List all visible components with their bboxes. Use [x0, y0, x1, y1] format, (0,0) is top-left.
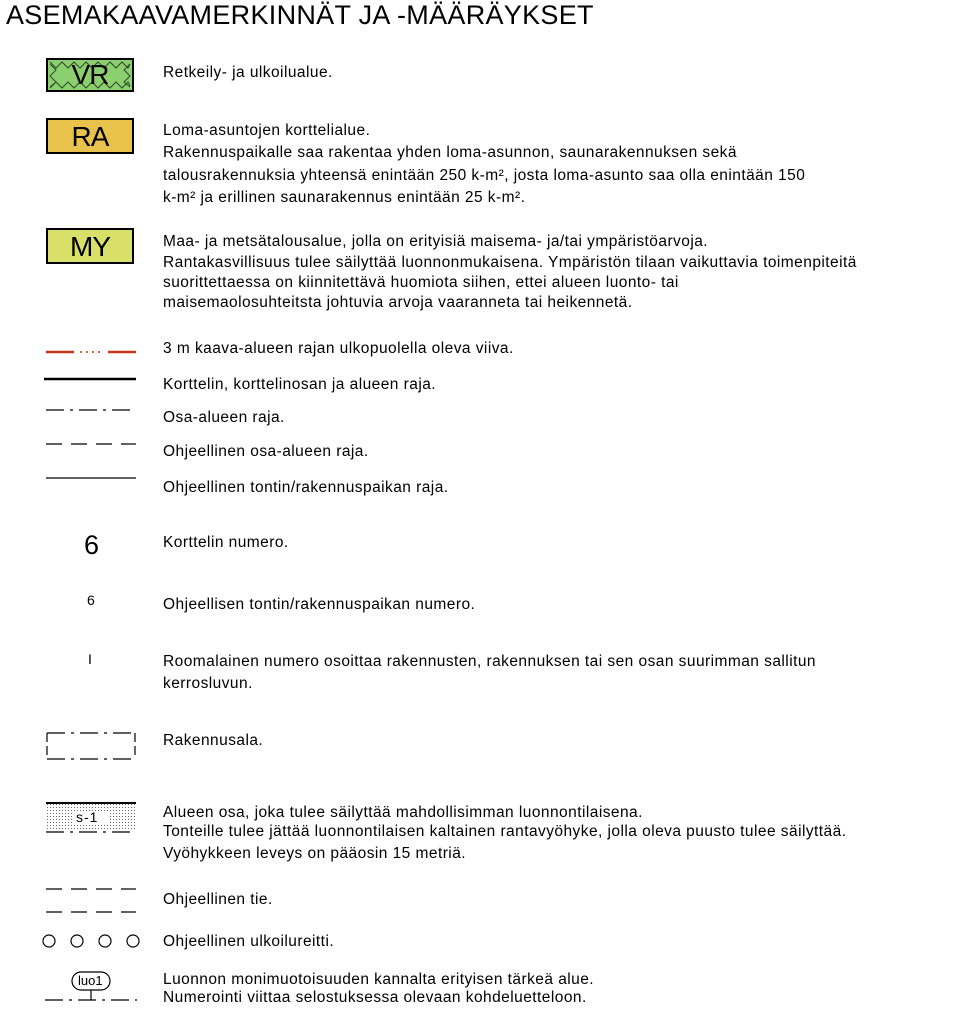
subarea-border-description: Osa-alueen raja.	[163, 409, 285, 426]
ra-symbol-label: RA	[71, 121, 109, 152]
block-number-description: Korttelin numero.	[163, 534, 289, 551]
natural-area-description-line: Tonteille tulee jättää luonnontilaisen kaltainen rantavyöhyke, jolla oleva puusto tulee säilyttää.	[163, 823, 847, 840]
ra-zone-symbol	[46, 118, 134, 154]
block-number-symbol: 6	[84, 530, 100, 560]
my-description-line: suorittettaessa on kiinnitettävä huomiota siihen, ettei alueen luonto- tai	[163, 274, 679, 291]
my-description-line: maisemaolosuhteitsta johtuvia arvoja vaaranneta tai heikennetä.	[163, 294, 633, 311]
indicative-subarea-border-description: Ohjeellinen osa-alueen raja.	[163, 443, 369, 460]
indicative-trail-symbol	[41, 933, 145, 949]
building-area-description: Rakennusala.	[163, 732, 264, 749]
vr-zone-symbol	[46, 58, 134, 92]
block-border-line-symbol	[42, 377, 138, 381]
vr-description: Retkeily- ja ulkoilualue.	[163, 64, 333, 81]
indicative-plot-border-description: Ohjeellinen tontin/rakennuspaikan raja.	[163, 479, 449, 496]
biodiversity-description-line: Numerointi viittaa selostuksessa olevaan kohdeluetteloon.	[163, 989, 587, 1006]
roman-numeral-description-line: kerrosluvun.	[163, 675, 253, 692]
subarea-border-line-symbol	[42, 408, 138, 412]
indicative-road-description: Ohjeellinen tie.	[163, 891, 273, 908]
my-zone-symbol	[46, 228, 134, 264]
roman-numeral-symbol: I	[88, 651, 92, 667]
my-description-line: Maa- ja metsätalousalue, jolla on erityisiä maisema- ja/tai ympäristöarvoja.	[163, 233, 709, 250]
natural-area-symbol-label: s-1	[76, 809, 99, 825]
natural-area-description-line: Vyöhykkeen leveys on pääosin 15 metriä.	[163, 845, 467, 862]
ra-description-line: Loma-asuntojen korttelialue.	[163, 122, 371, 139]
plot-number-description: Ohjeellisen tontin/rakennuspaikan numero.	[163, 596, 476, 613]
natural-area-description-line: Alueen osa, joka tulee säilyttää mahdollisimman luonnontilaisena.	[163, 804, 643, 821]
indicative-plot-border-line-symbol	[42, 476, 138, 480]
ra-description-line: Rakennuspaikalle saa rakentaa yhden loma-asunnon, saunarakennuksen sekä	[163, 144, 737, 161]
plan-border-line-symbol	[44, 349, 140, 355]
building-area-symbol	[43, 730, 139, 762]
indicative-subarea-border-line-symbol	[42, 442, 138, 446]
biodiversity-description-line: Luonnon monimuotoisuuden kannalta erityisen tärkeä alue.	[163, 971, 595, 988]
block-border-description: Korttelin, korttelinosan ja alueen raja.	[163, 376, 437, 393]
page-title: ASEMAKAAVAMERKINNÄT JA -MÄÄRÄYKSET	[6, 0, 594, 30]
biodiversity-symbol-label: luo1	[78, 973, 103, 988]
indicative-trail-description: Ohjeellinen ulkoilureitti.	[163, 933, 335, 950]
plot-number-symbol: 6	[87, 592, 95, 608]
ra-description-line: k-m² ja erillinen saunarakennus enintään 25 k-m².	[163, 189, 526, 206]
my-description-line: Rantakasvillisuus tulee säilyttää luonnonmukaisena. Ympäristön tilaan vaikuttavia toimenpiteitä	[163, 254, 857, 271]
my-symbol-label: MY	[70, 231, 110, 262]
plan-border-description: 3 m kaava-alueen rajan ulkopuolella oleva viiva.	[163, 340, 514, 357]
roman-numeral-description-line: Roomalainen numero osoittaa rakennusten, rakennuksen tai sen osan suurimman sallitun	[163, 653, 816, 670]
indicative-road-symbol	[42, 885, 138, 915]
ra-description-line: talousrakennuksia yhteensä enintään 250 k-m², josta loma-asunto saa olla enintään 150	[163, 167, 806, 184]
vr-symbol-label: VR	[71, 59, 109, 90]
